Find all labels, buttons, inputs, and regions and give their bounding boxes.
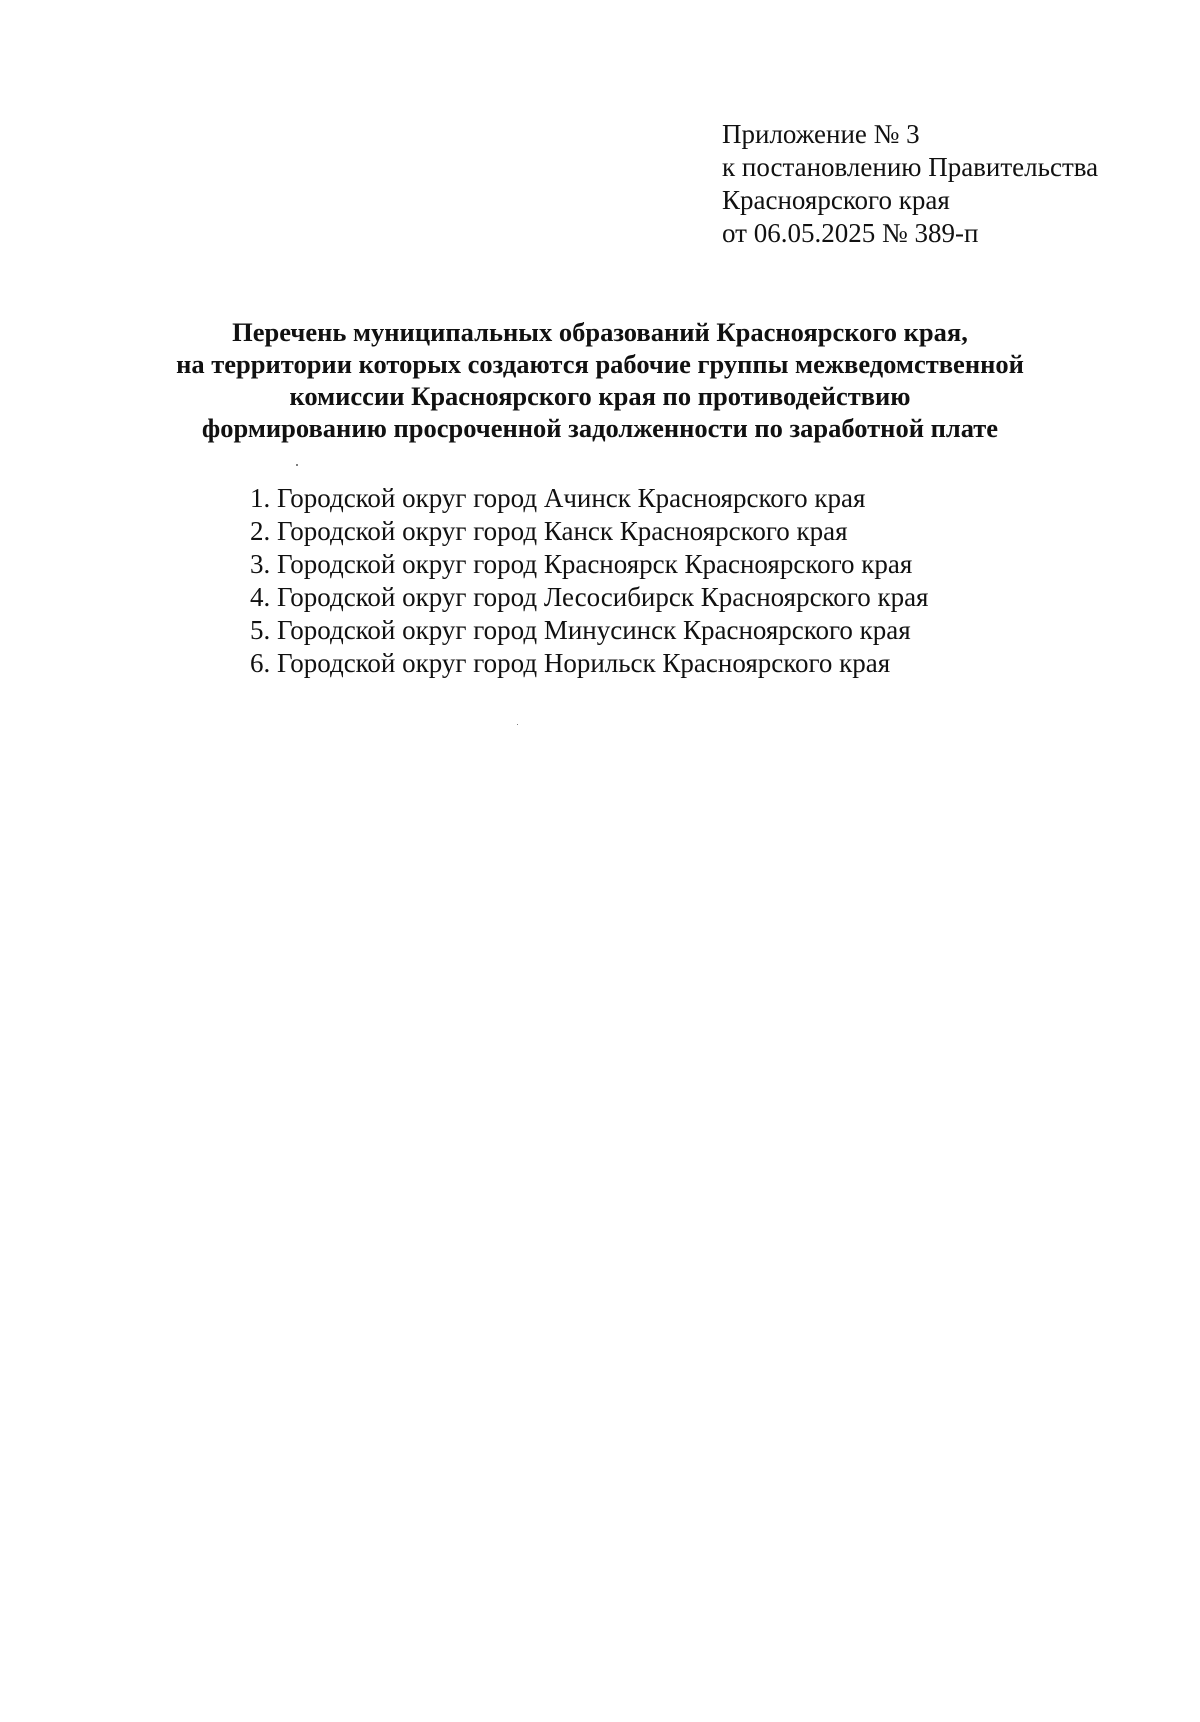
list-item-text: Городской округ город Красноярск Красноярского края xyxy=(277,549,913,579)
appendix-date: от 06.05.2025 № 389-п xyxy=(722,218,979,248)
title-line-1: Перечень муниципальных образований Красноярского края, xyxy=(232,317,968,347)
title-line-3: комиссии Красноярского края по противодействию xyxy=(289,381,911,411)
list-item xyxy=(250,482,928,515)
document-title xyxy=(150,316,1050,444)
list-item xyxy=(250,581,928,614)
list-item xyxy=(250,614,928,647)
list-item-text: Городской округ город Ачинск Красноярского края xyxy=(277,483,866,513)
list-item xyxy=(250,548,928,581)
list-item-text: Городской округ город Минусинск Красноярского края xyxy=(277,615,911,645)
municipality-list xyxy=(250,482,928,680)
appendix-number: Приложение № 3 xyxy=(722,119,920,149)
list-item-number: 5. xyxy=(250,615,271,645)
appendix-region: Красноярского края xyxy=(722,185,950,215)
list-item-number: 6. xyxy=(250,648,271,678)
appendix-resolution: к постановлению Правительства xyxy=(722,152,1099,182)
list-item-number: 4. xyxy=(250,582,271,612)
list-item-number: 2. xyxy=(250,516,271,546)
list-item-text: Городской округ город Лесосибирск Красноярского края xyxy=(277,582,929,612)
scan-speck xyxy=(296,464,298,466)
title-line-2: на территории которых создаются рабочие группы межведомственной xyxy=(176,349,1024,379)
list-item-text: Городской округ город Норильск Красноярского края xyxy=(277,648,891,678)
title-line-4: формированию просроченной задолженности по заработной плате xyxy=(201,413,999,443)
list-item xyxy=(250,647,928,680)
list-item-text: Городской округ город Канск Красноярского края xyxy=(277,516,848,546)
list-item-number: 3. xyxy=(250,549,271,579)
appendix-reference xyxy=(722,118,1098,250)
scan-speck xyxy=(517,724,518,725)
list-item xyxy=(250,515,928,548)
list-item-number: 1. xyxy=(250,483,271,513)
